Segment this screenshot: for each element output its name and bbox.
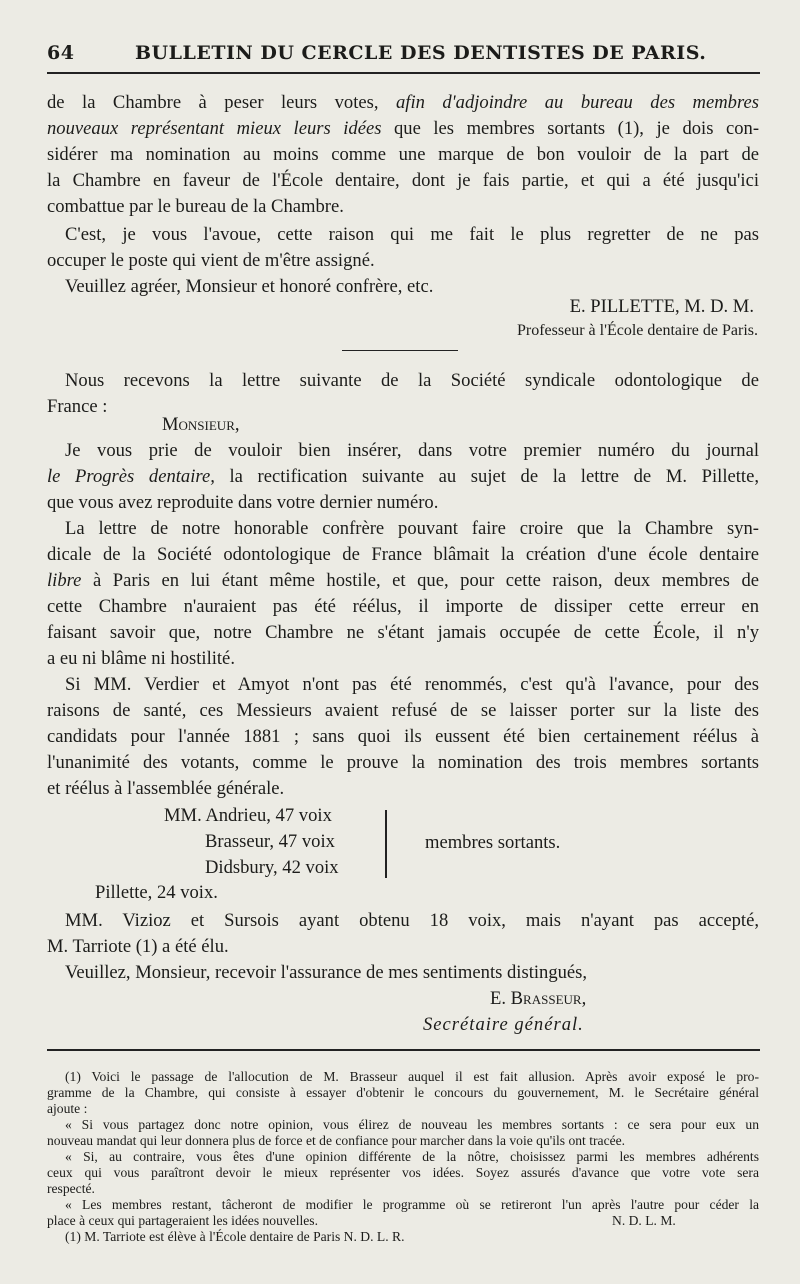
text-line: nouveaux représentant mieux leurs idées que les membres sortants (1), je dois con- (47, 118, 760, 139)
text-line: occuper le poste qui vient de m'être assigné. (47, 250, 375, 271)
footnote-line: « Si vous partagez donc notre opinion, vous élirez de nouveau les membres sortants : ce sera pour eux un (65, 1117, 759, 1132)
journal-title: BULLETIN DU CERCLE DES DENTISTES DE PARIS. (135, 42, 707, 64)
footnote-line: « Les membres restant, tâcheront de modifier le programme où se retireront l'un après l'autre pour céder la (65, 1197, 759, 1212)
text-line: cette Chambre n'auraient pas été réélus, il importe de dissiper cette erreur en (47, 596, 759, 617)
text-line: France : (47, 396, 108, 417)
footnote-rule (47, 1049, 760, 1051)
footnote-line: ceux qui vous paraîtront devoir le mieux représenter vos idées. Soyez assurés d'avance que votre vote sera (47, 1165, 759, 1180)
text-line: Pillette, 24 voix. (95, 882, 218, 903)
footnote-line: ajoute : (47, 1101, 88, 1116)
footnote-line: gramme de la Chambre, qui consiste à essayer d'obtenir le concours du gouvernement, M. le Secrétaire général (47, 1085, 759, 1100)
signature: E. Brasseur, (490, 988, 587, 1009)
page-number: 64 (47, 42, 75, 64)
footnote-line: place à ceux qui partageraient les idées nouvelles. (47, 1213, 318, 1228)
vote-entry: MM. Andrieu, 47 voix (164, 805, 332, 826)
text-line: combattue par le bureau de la Chambre. (47, 196, 344, 217)
text-line: a eu ni blâme ni hostilité. (47, 648, 235, 669)
text-line: Je vous prie de vouloir bien insérer, dans votre premier numéro du journal (65, 440, 759, 461)
text-line: Veuillez, Monsieur, recevoir l'assurance de mes sentiments distingués, (65, 962, 588, 983)
text-line: le Progrès dentaire, la rectification suivante au sujet de la lettre de M. Pillette, (47, 466, 759, 487)
text-line: Veuillez agréer, Monsieur et honoré confrère, etc. (65, 276, 434, 297)
footnote-line: respecté. (47, 1181, 95, 1196)
text-line: MM. Vizioz et Sursois ayant obtenu 18 voix, mais n'ayant pas accepté, (65, 910, 759, 931)
text-line: candidats pour l'année 1881 ; sans quoi ils eussent été bien certainement réélus à (47, 726, 759, 747)
text-line: que vous avez reproduite dans votre dernier numéro. (47, 492, 439, 513)
salutation: Monsieur, (162, 414, 240, 435)
votes-label: membres sortants. (425, 832, 561, 853)
text-line: C'est, je vous l'avoue, cette raison qui me fait le plus regretter de ne pas (65, 224, 759, 245)
header-rule (47, 72, 760, 74)
text-line: M. Tarriote (1) a été élu. (47, 936, 229, 957)
text-line: dicale de la Société odontologique de France blâmait la création d'une école dentaire (47, 544, 759, 565)
signature-title: Professeur à l'École dentaire de Paris. (516, 322, 758, 339)
section-divider (342, 350, 458, 351)
text-line: Nous recevons la lettre suivante de la Société syndicale odontologique de (65, 370, 759, 391)
text-line: et réélus à l'assemblée générale. (47, 778, 285, 799)
signature-title: Secrétaire général. (423, 1014, 584, 1035)
page-header (47, 38, 760, 68)
footnote-line: « Si, au contraire, vous êtes d'une opinion différente de la nôtre, choisissez parmi les membres adhérents (65, 1149, 759, 1164)
footnote-line: nouveau mandat qui leur donnera plus de force et de confiance pour marcher dans la voie qu'ils ont tracée. (47, 1133, 626, 1148)
footnote-line: (1) M. Tarriote est élève à l'École dentaire de Paris N. D. L. R. (65, 1229, 405, 1244)
footnote-line: (1) Voici le passage de l'allocution de M. Brasseur auquel il est fait allusion. Après avoir exposé le pro- (65, 1069, 759, 1084)
text-line: raisons de santé, ces Messieurs avaient refusé de se laisser porter sur la liste des (47, 700, 759, 721)
text-line: La lettre de notre honorable confrère pouvant faire croire que la Chambre syn- (65, 518, 759, 539)
text-line: l'unanimité des votants, comme le prouve la nomination des trois membres sortants (47, 752, 759, 773)
text-line: de la Chambre à peser leurs votes, afin d'adjoindre au bureau des membres (47, 92, 759, 113)
signature: E. PILLETTE, M. D. M. (569, 296, 754, 317)
text-line: faisant savoir que, notre Chambre ne s'étant jamais occupée de cette École, il n'y (47, 622, 759, 643)
text-line: libre à Paris en lui étant même hostile, et que, pour cette raison, deux membres de (47, 570, 759, 591)
brace (385, 810, 387, 878)
text-line: la Chambre en faveur de l'École dentaire, dont je fais partie, et qui a été jusqu'ici (47, 170, 759, 191)
text-line: sidérer ma nomination au moins comme une marque de bon vouloir de la part de (47, 144, 759, 165)
text-line: Si MM. Verdier et Amyot n'ont pas été renommés, c'est qu'à l'avance, pour des (65, 674, 759, 695)
vote-entry: Brasseur, 47 voix (205, 831, 335, 852)
vote-entry: Didsbury, 42 voix (205, 857, 339, 878)
footnote-signature: N. D. L. M. (612, 1213, 676, 1228)
